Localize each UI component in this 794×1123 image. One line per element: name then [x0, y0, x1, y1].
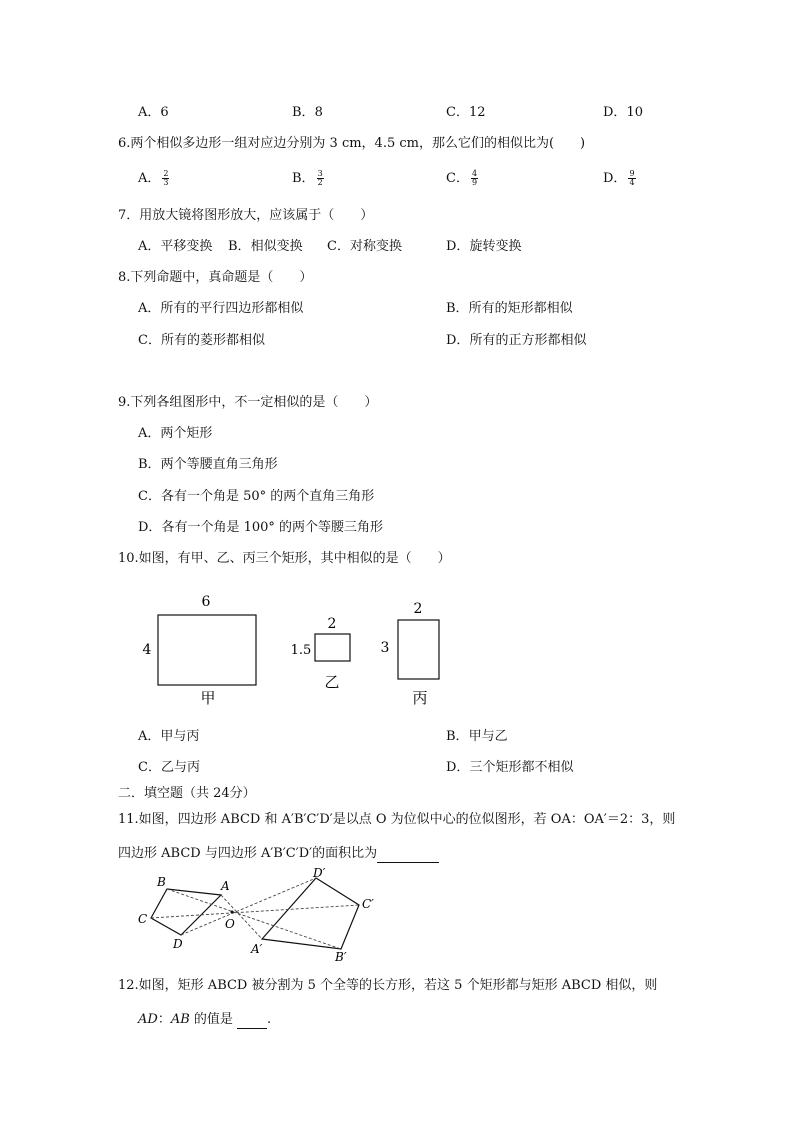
- q10-option-a: A．甲与丙: [138, 729, 200, 744]
- rect-jia: [158, 615, 256, 685]
- rect-yi-top-label: 2: [327, 616, 337, 632]
- q8-stem: 8.下列命题中，真命题是（ ）: [118, 270, 313, 285]
- label-d: D: [173, 937, 183, 951]
- q10-option-d: D．三个矩形都不相似: [446, 760, 574, 775]
- q5-option-d: D．10: [603, 105, 643, 120]
- q6-stem: 6.两个相似多边形一组对应边分别为 3 cm，4.5 cm，那么它们的相似比为( ): [118, 136, 586, 151]
- q11-line1: 11.如图，四边形 ABCD 和 A′B′C′D′是以点 O 为位似中心的位似图形，若 OA：OA′＝2：3，则: [118, 812, 676, 827]
- q8-option-d: D．所有的正方形都相似: [446, 333, 587, 348]
- q9-option-a: A．两个矩形: [138, 426, 213, 441]
- label-d-prime: D′: [313, 868, 326, 880]
- fraction: $\frac{9}{4}$: [629, 169, 635, 187]
- answer-blank[interactable]: [237, 1014, 267, 1029]
- rect-yi: [315, 634, 350, 661]
- q7-stem: 7．用放大镜将图形放大，应该属于（ ）: [118, 208, 374, 223]
- q10-stem: 10.如图，有甲、乙、丙三个矩形，其中相似的是（ ）: [118, 551, 451, 566]
- rect-bing: [398, 620, 439, 679]
- q5-option-b: B．8: [292, 105, 323, 120]
- q6-option-b: B． $\frac{3}{2}$: [292, 169, 323, 187]
- q9-option-b: B．两个等腰直角三角形: [138, 457, 278, 472]
- q9-stem: 9.下列各组图形中，不一定相似的是（ ）: [118, 395, 378, 410]
- answer-blank[interactable]: [377, 848, 439, 863]
- rect-bing-left-label: 3: [380, 640, 390, 656]
- center-point-o: [231, 911, 234, 914]
- q10-option-c: C．乙与丙: [138, 760, 200, 775]
- q5-option-c: C．12: [446, 105, 486, 120]
- fraction: $\frac{2}{3}$: [163, 169, 169, 187]
- rect-bing-top-label: 2: [413, 601, 423, 617]
- q6-option-d: D． $\frac{9}{4}$: [603, 169, 635, 187]
- rect-jia-top-label: 6: [201, 594, 211, 610]
- q7-option-c: C．对称变换: [327, 239, 402, 254]
- q6-option-a: A． $\frac{2}{3}$: [138, 169, 169, 187]
- rect-jia-name: 甲: [200, 689, 216, 707]
- q6-option-c: C． $\frac{4}{9}$: [446, 169, 478, 187]
- q7-option-d: D．旋转变换: [446, 239, 522, 254]
- rect-yi-name: 乙: [324, 673, 340, 691]
- label-b: B: [157, 875, 166, 889]
- q11-homothety-figure: [135, 868, 380, 964]
- label-a-prime: A′: [251, 942, 263, 956]
- label-c: C: [138, 912, 148, 926]
- label-c-prime: C′: [362, 897, 374, 911]
- section-title-fill-in: 二．填空题（共 24分）: [118, 786, 256, 801]
- q12-line2: AD：AB 的值是 .: [138, 1012, 272, 1027]
- q9-option-c: C．各有一个角是 50° 的两个直角三角形: [138, 489, 375, 504]
- rect-yi-left-label: 1.5: [290, 643, 312, 658]
- q12-line1: 12.如图，矩形 ABCD 被分割为 5 个全等的长方形，若这 5 个矩形都与矩形 ABCD 相似，则: [118, 978, 658, 993]
- label-b-prime: B′: [335, 950, 347, 964]
- q8-option-c: C．所有的菱形都相似: [138, 333, 265, 348]
- q5-option-a: A．6: [138, 105, 169, 120]
- fraction: $\frac{3}{2}$: [317, 169, 323, 187]
- q8-option-b: B．所有的矩形都相似: [446, 301, 573, 316]
- q9-option-d: D．各有一个角是 100° 的两个等腰三角形: [138, 520, 384, 535]
- rect-jia-left-label: 4: [142, 642, 152, 658]
- fraction: $\frac{4}{9}$: [471, 169, 478, 187]
- q11-line2: 四边形 ABCD 与四边形 A′B′C′D′的面积比为: [118, 845, 439, 863]
- label-a: A: [221, 879, 230, 893]
- rect-bing-name: 丙: [412, 689, 428, 707]
- q7-option-a: A．平移变换: [138, 239, 213, 254]
- q8-option-a: A．所有的平行四边形都相似: [138, 301, 304, 316]
- q10-option-b: B．甲与乙: [446, 729, 508, 744]
- label-o: O: [225, 917, 235, 931]
- q10-rectangles-figure: [140, 588, 460, 712]
- q7-option-b: B．相似变换: [228, 239, 303, 254]
